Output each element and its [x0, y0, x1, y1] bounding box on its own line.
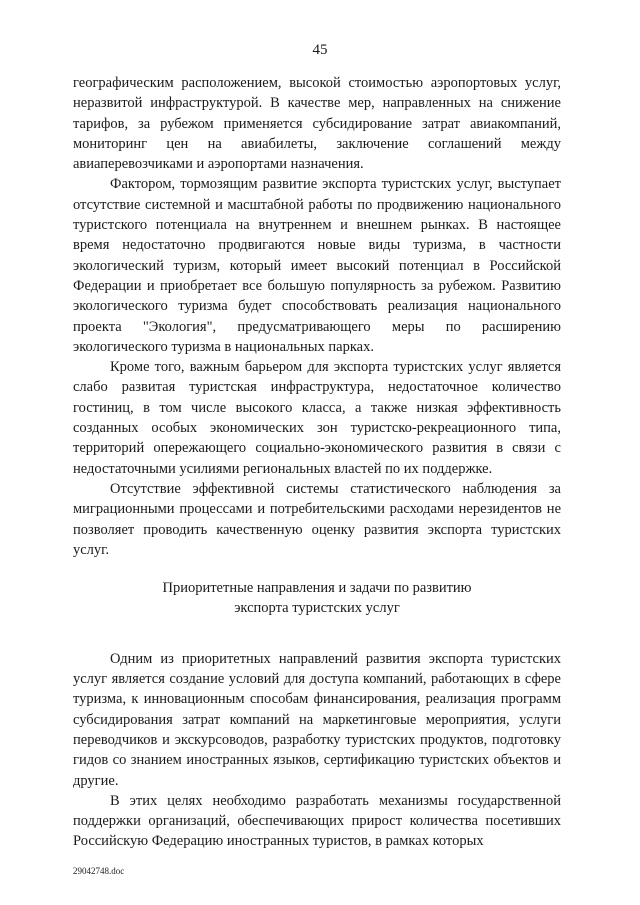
paragraph-promotion: Фактором, тормозящим развитие экспорта туристских услуг, выступает отсутствие системной и масштабной работы по продвижению национального туристского потенциала на внутреннем и внешнем рынках. В настоящее время недостаточно продвигаются новые виды туризма, в частности экологический туризм, который имеет высокий потенциал в Российской Федерации и приобретает все большую популярность за рубежом. Развитию экологического туризма будет способствовать реализация национального проекта "Экология", предусматривающего меры по расширению экологического туризма в национальных парках.	[73, 176, 561, 355]
section-heading	[73, 578, 561, 619]
document-body	[73, 73, 561, 852]
paragraph-statistics: Отсутствие эффективной системы статистического наблюдения за миграционными процессами и потребительскими расходами нерезидентов не позволяет проводить качественную оценку развития экспорта туристских услуг.	[73, 480, 561, 558]
section-heading-line-1: Приоритетные направления и задачи по развитию	[162, 580, 472, 597]
paragraph-infrastructure: Кроме того, важным барьером для экспорта туристских услуг является слабо развитая туристская инфраструктура, недостаточное количество гостиниц, в том числе высокого класса, а также низкая эффективность созданных особых экономических зон туристско-рекреационного типа, территорий опережающего социально-экономического развития в связи с недостаточными усилиями региональных властей по их поддержке.	[73, 359, 561, 477]
page-number: 45	[312, 42, 328, 58]
paragraph-continuation: географическим расположением, высокой стоимостью аэропортовых услуг, неразвитой инфраструктурой. В качестве мер, направленных на снижение тарифов, за рубежом применяется субсидирование затрат авиакомпаний, мониторинг цен на авиабилеты, заключение соглашений между авиаперевозчиками и аэропортами назначения.	[73, 75, 561, 173]
section-heading-line-2: экспорта туристских услуг	[234, 600, 400, 617]
spacer	[73, 619, 561, 649]
paragraph-state-support: В этих целях необходимо разработать механизмы государственной поддержки организаций, обеспечивающих прирост количества посетивших Российскую Федерацию иностранных туристов, в рамках которых	[73, 792, 561, 850]
footer-filename: 29042748.doc	[73, 866, 125, 876]
paragraph-priority-directions: Одним из приоритетных направлений развития экспорта туристских услуг является создание условий для доступа компаний, работающих в сфере туризма, к инновационным способам финансирования, реализация программ субсидирования затрат компаний на маркетинговые мероприятия, услуги переводчиков и экскурсоводов, разработку туристских продуктов, подготовку гидов со знанием иностранных языков, сертификацию туристских объектов и другие.	[73, 650, 561, 789]
